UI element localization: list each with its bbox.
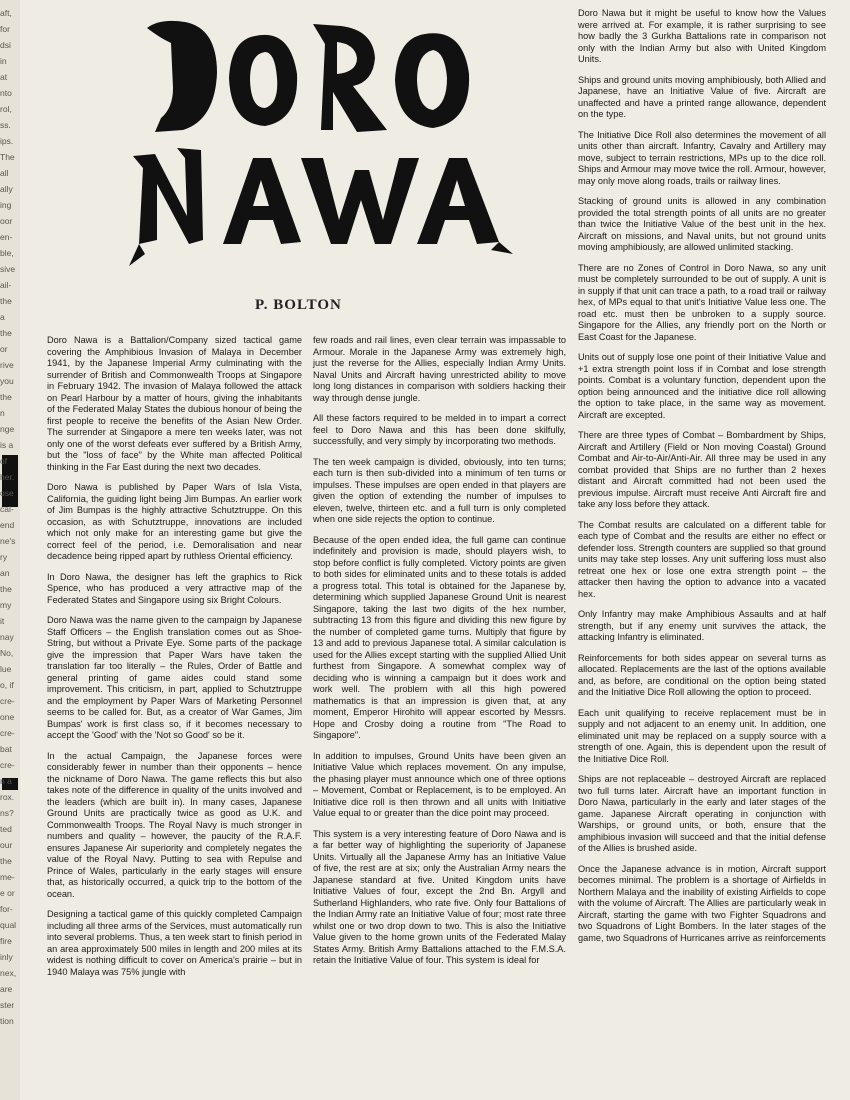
paragraph: Doro Nawa was the name given to the campaign by Japanese Staff Officers – the English translation comes out as Shoe-String, but without a Private Eye. Some parts of the package give the impression that Paper Wars have taken the translation far too literally – the Rules, Order of Battle and general printing of game aides could stand some improvement. This criticism, in part, applied to Schutztruppe and the employment by Paper Wars of Marketing Personnel seems to be called for. But, as a creator of War Games, Jim Bumpas' work is first class so, if it becomes necessary to accept the 'Good' with the 'Not so Good' so be it.	[47, 615, 302, 740]
margin-text-fragment: one	[0, 712, 15, 722]
margin-text-fragment: ns?	[0, 808, 14, 818]
margin-text-fragment: nay	[0, 632, 14, 642]
left-page-bleed	[0, 0, 20, 1100]
margin-text-fragment: the	[0, 328, 12, 338]
paragraph: In addition to impulses, Ground Units have been given an Initiative Value which replaces movement. On any impulse, the phasing player must announce which one of three options – Movement, Combat or Replacement, is to be employed. An Initiative dice roll is then thrown and all units with Initiative Value equal to or greater than the dice point may proceed.	[313, 750, 566, 818]
margin-text-fragment: of	[0, 456, 8, 466]
paragraph: Once the Japanese advance is in motion, Aircraft support becomes minimal. The problem is a shortage of Airfields in Northern Malaya and the inability of existing Airfields to cope with the volume of Aircraft. The Allies are particularly weak in Aircraft, starting the game with two Fighter Squadrons and two Squadrons of Light Bombers. In the later stages of the game, two Squadrons of Hurricanes arrive as reinforcements	[578, 863, 826, 943]
paragraph: Because of the open ended idea, the full game can continue indefinitely and provision is made, should players wish, to stop before conflict is fully completed. Victory points are given to both sides for eliminated units and to these totals is added a progress total. This total is obtained for the Japanese by, determining which supplied Japanese Ground Unit is nearest Singapore, taking the last two digits of the hex number, subtracting 13 from this figure and dividing this new figure by the number of completed game turns. Multiply that figure by 13 and add to previous Japanese total. A similar calculation is used for the Allies except starting with the supplied Allied Unit furthest from Singapore. A somewhat complex way of deciding who is winning a campaign but it does work and work well. The problem with all this high powered mathematics is that an impression is given that, at any moment, Emperor Hirohito will appear escorted by Messrs. Hope and Crosby doing a routine from "The Road to Singapore".	[313, 534, 566, 740]
margin-text-fragment: rox.	[0, 792, 15, 802]
margin-text-fragment: in	[0, 56, 7, 66]
article-column-2	[313, 335, 566, 976]
brush-title-graphic	[125, 8, 515, 273]
margin-text-fragment: ose	[0, 488, 14, 498]
margin-text-fragment: cre-	[0, 728, 15, 738]
margin-text-fragment: for	[0, 24, 10, 34]
margin-text-fragment: n a	[0, 776, 12, 786]
margin-text-fragment: a	[0, 312, 5, 322]
margin-text-fragment: bat	[0, 744, 12, 754]
margin-text-fragment: inly	[0, 952, 13, 962]
margin-text-fragment: o, if	[0, 680, 14, 690]
margin-text-fragment: oor	[0, 216, 13, 226]
margin-text-fragment: cre-	[0, 760, 15, 770]
paragraph: Units out of supply lose one point of their Initiative Value and +1 extra strength point loss if in Combat and lose strength points. Combat is a voluntary function, dependent upon the option being announced and the initiative dice roll allowing the option to take place, in the same way as movement. Aircraft are excepted.	[578, 352, 826, 420]
paragraph: Ships are not replaceable – destroyed Aircraft are replaced two full turns later. Aircraft have an important function in Doro Nawa, particularly in the early and later stages of the game. Japanese Aircraft operating in conjunction with Warships, or ground units, or both, ensure that the amphibious invasion will succeed and that the initial defense of the Allies is brushed aside.	[578, 774, 826, 853]
paragraph: Designing a tactical game of this quickly completed Campaign including all three arms of the Services, must automatically run into several problems. Thus, a ten week start to finish period in an area approximately 500 miles in length and 200 miles at its widest is nothing difficult to cover on America's prairie – but in 1940 Malaya was 75% jungle with	[47, 909, 302, 977]
margin-text-fragment: ne's	[0, 536, 16, 546]
margin-text-fragment: rive	[0, 360, 14, 370]
margin-text-fragment: all	[0, 168, 9, 178]
margin-text-fragment: ail-	[0, 280, 12, 290]
paragraph: Doro Nawa but it might be useful to know how the Values were arrived at. For example, it is rather surprising to see how badly the 3 Gurkha Battalions rate in comparison not only with the Indian Army but also with United Kingdom Units.	[578, 8, 826, 64]
margin-text-fragment: ry	[0, 552, 8, 562]
margin-text-fragment: aft,	[0, 8, 12, 18]
margin-text-fragment: nge	[0, 424, 15, 434]
margin-text-fragment: the	[0, 296, 12, 306]
margin-text-fragment: cre-	[0, 696, 15, 706]
margin-text-fragment: is a	[0, 440, 14, 450]
margin-text-fragment: ted	[0, 824, 12, 834]
margin-text-fragment: me-	[0, 872, 15, 882]
paragraph: There are no Zones of Control in Doro Nawa, so any unit must be completely surrounded to be out of supply. A unit is in supply if that unit can trace a path, to a road trail or railway hex, of MPs equal to that unit's Initiative Value less one. The road etc. must then be unbroken to a supply source. Singapore for the Allies, any friendly port on the North or East Coast for the Japanese.	[578, 262, 826, 342]
margin-text-fragment: the	[0, 856, 12, 866]
paragraph: All these factors required to be melded in to impart a correct feel to Doro Nawa and this has been done skilfully, successfully, and very simply by incorporating two methods.	[313, 413, 566, 446]
margin-text-fragment: dsi	[0, 40, 11, 50]
margin-text-fragment: our	[0, 840, 13, 850]
paragraph: The Combat results are calculated on a different table for each type of Combat and the results are either no effect or defender loss. Strength counters are supplied so that ground units may take step losses. Any unit suffering loss must also retreat one hex or lose one extra strength point – the attacker then having the option to advance into a vacated hex.	[578, 519, 826, 599]
article-column-1	[47, 335, 302, 987]
margin-text-fragment: tion	[0, 1016, 14, 1026]
paragraph: In the actual Campaign, the Japanese forces were considerably fewer in number than their opponents – hence the nickname of Doro Nawa. The game reflects this but also takes note of the difference in quality of the units involved and the leaders (which are built in). In many cases, Japanese Ground Units are practically twice as good as U.K. and Commonwealth Troops. The Royal Navy is much stronger in numbers and quality – however, the paucity of the R.A.F. ensures Japanese Air superiority and completely negates the value of the Royal Navy. Putting to sea with Repulse and Prince of Wales, particularly in the early stages will ensure that, as historically occurred, a quick trip to the bottom of the ocean.	[47, 750, 302, 899]
margin-text-fragment: the	[0, 584, 12, 594]
paragraph: Doro Nawa is a Battalion/Company sized tactical game covering the Amphibious Invasion of Malaya in December 1941, by the Japanese Imperial Army culminating with the surrender of British and Commonwealth Troops at Singapore in February 1942. The invasion of Malaya followed the attack on Pearl Harbour by a matter of hours, giving the inhabitants of the Federated Malay States the dubious honour of being the first people to receive the benefits of the Asian New Order. The surrender at Singapore a mere ten weeks later, was not only one of the worst defeats ever suffered by a British Army, but the "loss of face" by the White man affected Political thinking in the Far East during the next two decades.	[47, 335, 302, 472]
paragraph: There are three types of Combat – Bombardment by Ships, Aircraft and Artillery (Field or Non moving Coastal) Ground Combat and Air-to-Air/Anti-Air. All three may be used in any combat provided that Ships are no further than 2 hexes distant and Aircraft committed had not been used the previous impulse. Aircraft must receive Anti Aircraft fire and take any loss before they attack.	[578, 430, 826, 509]
margin-text-fragment: ss.	[0, 120, 11, 130]
paragraph: few roads and rail lines, even clear terrain was impassable to Armour. Morale in the Japanese Army was extremely high, just the reverse for the Allies, especially Indian Army Units. Naval Units and Aircraft having unrestricted ability to move long long distances in comparison with soldiers hacking their way through dense jungle.	[313, 335, 566, 403]
margin-text-fragment: No,	[0, 648, 14, 658]
margin-text-fragment: sive	[0, 264, 16, 274]
margin-text-fragment: an	[0, 568, 10, 578]
margin-text-fragment: e or	[0, 888, 15, 898]
margin-text-fragment: ing	[0, 200, 12, 210]
margin-text-fragment: are	[0, 984, 13, 994]
margin-text-fragment: for-	[0, 904, 13, 914]
margin-text-fragment: rol,	[0, 104, 12, 114]
paragraph: The ten week campaign is divided, obviously, into ten turns; each turn is then sub-divided into a minimum of ten turns or impulses. These impulses are open ended in that players are given the option of extending the number of impulses to eleven, twelve, thirteen etc. and a full turn is only completed when one side rejects the option to continue.	[313, 456, 566, 524]
paragraph: The Initiative Dice Roll also determines the movement of all units other than aircraft. Infantry, Cavalry and Artillery may move, subject to terrain restrictions, MPs up to the dice roll. Ships and Armour may move twice the roll. Armour, however, may only move along roads, trails or railway lines.	[578, 129, 826, 186]
margin-text-fragment: nex,	[0, 968, 17, 978]
paragraph: Ships and ground units moving amphibiously, both Allied and Japanese, have an Initiative Value of five. Aircraft are unaffected and have a printed range allowance, dependent on the type.	[578, 74, 826, 119]
margin-text-fragment: cal-	[0, 504, 14, 514]
paragraph: Each unit qualifying to receive replacement must be in supply and not adjacent to an enemy unit. In addition, one eliminated unit may be replaced on a supply source with a strength of one. Again, this is dependent upon the result of the Initiative Dice Roll.	[578, 707, 826, 764]
margin-text-fragment: at	[0, 72, 8, 82]
margin-text-fragment: lue	[0, 664, 12, 674]
margin-text-fragment: nto	[0, 88, 12, 98]
margin-text-fragment: ips.	[0, 136, 14, 146]
margin-text-fragment: ally	[0, 184, 13, 194]
margin-text-fragment: ster	[0, 1000, 15, 1010]
margin-text-fragment: ble,	[0, 248, 14, 258]
paragraph: Doro Nawa is published by Paper Wars of Isla Vista, California, the guiding light being Jim Bumpas. An earlier work of Jim Bumpas is the highly attractive Schutztruppe. On this occasion, as with Schutztruppe, innovations are included which not only make for an interesting game but give the correct feel of the period, i.e. Demoralisation and near decadence being ripped apart by ruthless Oriental efficiency.	[47, 482, 302, 561]
paragraph: In Doro Nawa, the designer has left the graphics to Rick Spence, who has produced a very attractive map of the Federated States and Singapore using six Bright Colours.	[47, 571, 302, 605]
article-column-3	[578, 8, 826, 953]
paragraph: This system is a very interesting feature of Doro Nawa and is a far better way of highlighting the superiority of Japanese Units. Virtually all the Japanese Army has an Initiative Value of five, the rest are at six; only the Australian Army nears the Japanese standard at five. United Kingdom units have Initiative Values of four, except the 2nd Bn. Argyll and Sutherland Highlanders, who rate five. Only four Battalions of the Indian Army rate an Initiative Value of four; most rate three whilst one or two drop down to two. This is also the Initiative Value given to the home grown units of the Federated Malay States Army. British Army Battalions attached to the F.M.S.A. retain the Initiative Value of four. This system is ideal for	[313, 828, 566, 965]
margin-text-fragment: it	[0, 616, 5, 626]
margin-text-fragment: the	[0, 392, 12, 402]
paragraph: Stacking of ground units is allowed in any combination provided the total strength points of all units are no greater than twice the Initiative Value of the best unit in the hex. Aircraft on missions, and Naval units, but not ground units moving amphibiously, are allowed unlimited stacking.	[578, 196, 826, 252]
margin-text-fragment: end	[0, 520, 15, 530]
margin-text-fragment: or	[0, 344, 8, 354]
margin-text-fragment: en-	[0, 232, 13, 242]
paragraph: Only Infantry may make Amphibious Assaults and at half strength, but if any enemy unit survives the attack, the attacking Infantry is eliminated.	[578, 609, 826, 642]
margin-text-fragment: The	[0, 152, 15, 162]
margin-text-fragment: her.	[0, 472, 15, 482]
paragraph: Reinforcements for both sides appear on several turns as allocated. Replacements are the last of the options available and, as before, are conditional on the option being stated and the Initiative Dice Roll allowing the option to proceed.	[578, 652, 826, 697]
margin-text-fragment: n	[0, 408, 5, 418]
margin-text-fragment: my	[0, 600, 12, 610]
margin-text-fragment: fire	[0, 936, 12, 946]
margin-text-fragment: qual	[0, 920, 17, 930]
author-byline: P. BOLTON	[255, 297, 342, 313]
margin-text-fragment: you	[0, 376, 14, 386]
